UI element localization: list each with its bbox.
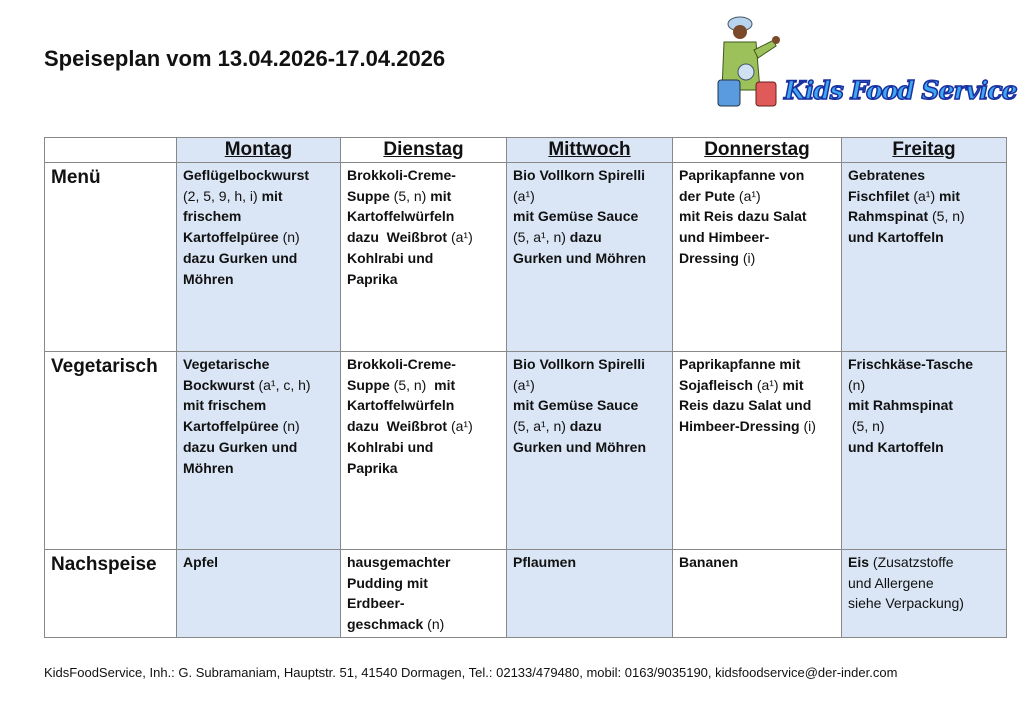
- dish-text: und Kartoffeln: [848, 229, 944, 246]
- meal-cell-mittwoch: [507, 163, 673, 352]
- dish-text: Bockwurst: [183, 376, 259, 393]
- dish-text: Rahmspinat: [848, 208, 933, 225]
- dish-text: und Kartoffeln: [848, 438, 944, 455]
- meal-line: [513, 354, 666, 375]
- meal-line: [513, 248, 666, 269]
- dish-text: Kartoffelpüree: [183, 229, 283, 246]
- day-header-row: [45, 138, 1007, 163]
- meal-line: [347, 206, 500, 227]
- dish-text: dazu: [569, 229, 602, 246]
- dish-text: Kohlrabi und: [347, 249, 434, 266]
- meal-line: [513, 375, 666, 396]
- meal-cell-montag: [177, 352, 341, 550]
- meal-line: [679, 206, 835, 227]
- allergen-codes: und Allergene: [848, 574, 934, 591]
- dish-text: Kartoffelwürfeln: [347, 397, 455, 414]
- meal-line: [679, 165, 835, 186]
- meal-line: [347, 395, 500, 416]
- meal-line: [848, 593, 1000, 614]
- dish-text: dazu Weißbrot: [347, 229, 451, 246]
- allergen-codes: (a¹): [756, 376, 783, 393]
- meal-line: [848, 375, 1000, 396]
- allergen-codes: (a¹): [513, 376, 535, 393]
- dish-text: mit: [434, 376, 456, 393]
- dish-text: Möhren: [183, 270, 234, 287]
- allergen-codes: (5, a¹, n): [513, 418, 570, 435]
- meal-line: [183, 269, 334, 290]
- dish-text: mit: [782, 376, 804, 393]
- dish-text: dazu Gurken und: [183, 438, 298, 455]
- dish-text: mit Gemüse Sauce: [513, 208, 639, 225]
- allergen-codes: (5, n): [848, 418, 885, 435]
- allergen-codes: (5, n): [932, 208, 965, 225]
- dish-text: und Himbeer-: [679, 229, 770, 246]
- meal-line: [183, 248, 334, 269]
- meal-row-vegetarisch: [45, 352, 1007, 550]
- meal-line: [848, 416, 1000, 437]
- dish-text: Gurken und Möhren: [513, 438, 646, 455]
- allergen-codes: (2, 5, 9, h, i): [183, 187, 262, 204]
- meal-cell-freitag: [842, 550, 1007, 638]
- dish-text: dazu: [569, 418, 602, 435]
- dish-text: Bio Vollkorn Spirelli: [513, 356, 645, 372]
- meal-line: [679, 248, 835, 269]
- allergen-codes: (n): [848, 376, 866, 393]
- dish-text: der Pute: [679, 187, 739, 204]
- dish-text: Bananen: [679, 554, 739, 570]
- allergen-codes: (a¹): [513, 187, 535, 204]
- dish-text: Brokkoli-Creme-: [347, 167, 456, 183]
- allergen-codes: (i): [742, 249, 756, 266]
- allergen-codes: (5, a¹, n): [513, 229, 570, 246]
- meal-line: [183, 354, 334, 375]
- dish-text: mit frischem: [183, 397, 267, 414]
- meal-line: [848, 186, 1000, 207]
- dish-text: Reis dazu Salat und: [679, 397, 812, 414]
- allergen-codes: (n): [282, 418, 300, 435]
- dish-text: geschmack: [347, 616, 428, 633]
- dish-text: Sojafleisch: [679, 376, 757, 393]
- dish-text: Paprika: [347, 459, 398, 476]
- dish-text: Geflügelbockwurst: [183, 167, 310, 183]
- meal-line: [183, 165, 334, 186]
- dish-text: frischem: [183, 208, 242, 225]
- meal-line: [347, 458, 500, 479]
- day-header-mittwoch: Mittwoch: [507, 138, 673, 163]
- allergen-codes: (a¹): [913, 187, 940, 204]
- dish-text: Suppe: [347, 187, 394, 204]
- dish-text: mit Rahmspinat: [848, 397, 954, 414]
- meal-line: [347, 165, 500, 186]
- meal-line: [679, 186, 835, 207]
- allergen-codes: (a¹): [450, 229, 473, 246]
- meal-line: [347, 593, 500, 614]
- meal-line: [183, 458, 334, 479]
- meal-line: [347, 227, 500, 248]
- dish-text: Himbeer-Dressing: [679, 418, 804, 435]
- meal-line: [513, 395, 666, 416]
- day-header-dienstag: Dienstag: [341, 138, 507, 163]
- meal-line: [183, 437, 334, 458]
- dish-text: mit: [430, 187, 452, 204]
- meal-line: [679, 227, 835, 248]
- row-label: Nachspeise: [45, 550, 177, 638]
- meal-line: [347, 614, 500, 635]
- meal-line: [347, 437, 500, 458]
- meal-line: [848, 437, 1000, 458]
- meal-line: [347, 573, 500, 594]
- meal-line: [513, 552, 666, 573]
- meal-line: [848, 573, 1000, 594]
- meal-line: [848, 395, 1000, 416]
- meal-row-nachspeise: [45, 550, 1007, 638]
- meal-cell-donnerstag: [673, 163, 842, 352]
- meal-line: [513, 186, 666, 207]
- dish-text: mit: [939, 187, 961, 204]
- meal-line: [679, 354, 835, 375]
- dish-text: Dressing: [679, 249, 743, 266]
- dish-text: Paprikapfanne mit: [679, 356, 801, 372]
- meal-line: [679, 552, 835, 573]
- meal-line: [347, 416, 500, 437]
- meal-cell-dienstag: [341, 352, 507, 550]
- meal-cell-montag: [177, 550, 341, 638]
- allergen-codes: (a¹, c, h): [258, 376, 311, 393]
- dish-text: Pudding mit: [347, 574, 428, 591]
- dish-text: Paprika: [347, 270, 398, 287]
- meal-line: [183, 206, 334, 227]
- dish-text: Bio Vollkorn Spirelli: [513, 167, 645, 183]
- meal-line: [347, 552, 500, 573]
- meal-line: [513, 227, 666, 248]
- meal-cell-donnerstag: [673, 352, 842, 550]
- allergen-codes: (a¹): [738, 187, 761, 204]
- meal-line: [183, 186, 334, 207]
- meal-line: [347, 354, 500, 375]
- dish-text: Möhren: [183, 459, 234, 476]
- dish-text: mit Gemüse Sauce: [513, 397, 639, 414]
- dish-text: Gurken und Möhren: [513, 249, 646, 266]
- meal-line: [679, 375, 835, 396]
- dish-text: Kartoffelwürfeln: [347, 208, 455, 225]
- meal-line: [848, 354, 1000, 375]
- meal-line: [848, 552, 1000, 573]
- row-label: Menü: [45, 163, 177, 352]
- meal-line: [513, 165, 666, 186]
- meal-cell-donnerstag: [673, 550, 842, 638]
- meal-cell-dienstag: [341, 550, 507, 638]
- meal-line: [347, 248, 500, 269]
- allergen-codes: (n): [282, 229, 300, 246]
- meal-line: [848, 206, 1000, 227]
- footer-contact: KidsFoodService, Inh.: G. Subramaniam, Hauptstr. 51, 41540 Dormagen, Tel.: 02133/479480, mobil: 0163/9035190, kidsfoodservice@der-inder.com: [44, 665, 898, 680]
- allergen-codes: (Zusatzstoffe: [872, 554, 954, 570]
- allergen-codes: (n): [427, 616, 445, 633]
- meal-line: [347, 375, 500, 396]
- dish-text: Pflaumen: [513, 554, 577, 570]
- day-header-freitag: Freitag: [842, 138, 1007, 163]
- meal-line: [183, 227, 334, 248]
- dish-text: Apfel: [183, 554, 218, 570]
- allergen-codes: siehe Verpackung): [848, 595, 964, 612]
- allergen-codes: (i): [803, 418, 816, 435]
- meal-cell-mittwoch: [507, 352, 673, 550]
- meal-line: [848, 165, 1000, 186]
- meal-line: [513, 206, 666, 227]
- meal-cell-freitag: [842, 352, 1007, 550]
- meal-line: [183, 395, 334, 416]
- dish-text: Brokkoli-Creme-: [347, 356, 456, 372]
- meal-line: [679, 395, 835, 416]
- page-title: Speiseplan vom 13.04.2026-17.04.2026: [44, 46, 446, 71]
- meal-line: [513, 416, 666, 437]
- dish-text: Kartoffelpüree: [183, 418, 283, 435]
- dish-text: Vegetarische: [183, 356, 270, 372]
- dish-text: dazu Gurken und: [183, 249, 298, 266]
- meal-cell-mittwoch: [507, 550, 673, 638]
- meal-line: [347, 269, 500, 290]
- logo-text: Kids Food Service: [784, 76, 1017, 105]
- meal-cell-montag: [177, 163, 341, 352]
- logo: [716, 10, 1016, 112]
- dish-text: Erdbeer-: [347, 595, 405, 612]
- meal-line: [183, 552, 334, 573]
- dish-text: mit: [261, 187, 283, 204]
- meal-cell-freitag: [842, 163, 1007, 352]
- meal-line: [347, 186, 500, 207]
- corner-cell: [45, 138, 177, 163]
- dish-text: dazu Weißbrot: [347, 418, 451, 435]
- meal-line: [183, 416, 334, 437]
- meal-cell-dienstag: [341, 163, 507, 352]
- meal-line: [513, 437, 666, 458]
- dish-text: Gebratenes: [848, 167, 926, 183]
- dish-text: mit Reis dazu Salat: [679, 208, 807, 225]
- row-label: Vegetarisch: [45, 352, 177, 550]
- allergen-codes: (5, n): [393, 187, 431, 204]
- allergen-codes: (5, n): [393, 376, 435, 393]
- dish-text: hausgemachter: [347, 554, 451, 570]
- allergen-codes: (a¹): [450, 418, 473, 435]
- dish-text: Fischfilet: [848, 187, 914, 204]
- dish-text: Suppe: [347, 376, 394, 393]
- dish-text: Eis: [848, 554, 873, 570]
- meal-line: [183, 375, 334, 396]
- dish-text: Kohlrabi und: [347, 438, 434, 455]
- dish-text: Paprikapfanne von: [679, 167, 805, 183]
- meal-line: [679, 416, 835, 437]
- meal-line: [848, 227, 1000, 248]
- meal-row-menue: [45, 163, 1007, 352]
- day-header-montag: Montag: [177, 138, 341, 163]
- menu-table: [44, 137, 1007, 638]
- day-header-donnerstag: Donnerstag: [673, 138, 842, 163]
- dish-text: Frischkäse-Tasche: [848, 356, 974, 372]
